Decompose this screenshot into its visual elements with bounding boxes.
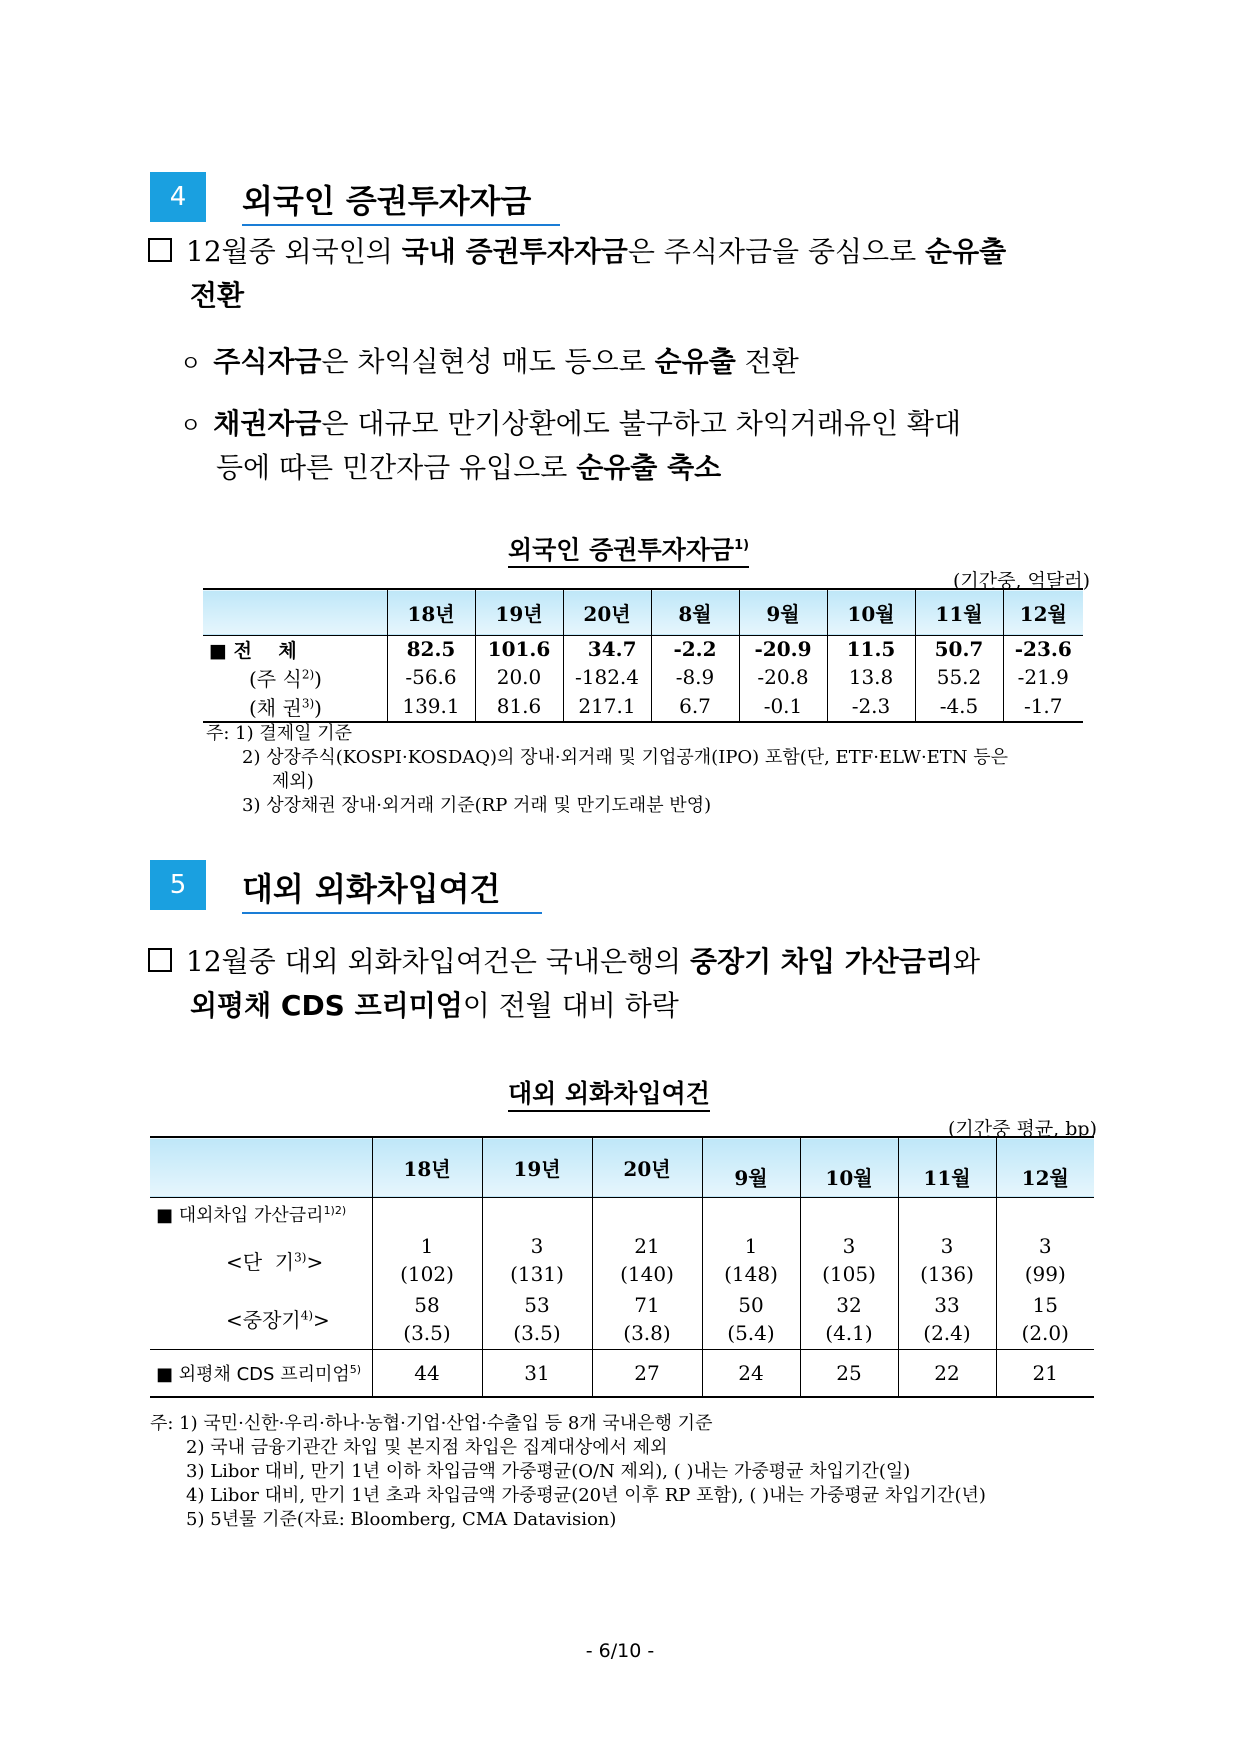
table-1 — [203, 588, 1083, 723]
section-4-bullet-2: ㅇ 채권자금은 대규모 만기상환에도 불구하고 차익거래유인 확대 — [180, 407, 962, 440]
table-1-title: 외국인 증권투자자금$^{1)}$ — [508, 530, 749, 568]
table-cell: 6.7 — [651, 692, 739, 722]
table-2 — [150, 1136, 1094, 1398]
bullet-circle-icon: ㅇ — [180, 352, 202, 377]
section-4-paragraph-cont: 전환 — [190, 279, 245, 312]
row-label: ■ 대외차입 가산금리$^{1)2)}$ — [150, 1197, 372, 1231]
note-line: 제외) — [272, 771, 314, 792]
table-1-unit: (기간중, 억달러) — [952, 570, 1090, 592]
header-cell: 20년 — [592, 1137, 702, 1197]
table-cell: 50.7 — [915, 635, 1003, 663]
table-cell: -0.1 — [739, 692, 827, 722]
row-label: (채 권$^{3)}$) — [203, 692, 387, 722]
table-2-notes — [150, 1412, 986, 1532]
row-label: <단 기$^{3)}$> — [150, 1231, 372, 1289]
table-2-header-row — [150, 1137, 1094, 1197]
table-cell: 21 — [1032, 1360, 1058, 1385]
note-line: 2) 상장주식(KOSPI·KOSDAQ)의 장내·외거래 및 기업공개(IPO) 포함(단, ETF·ELW·ETN 등은 — [242, 747, 1009, 768]
table-row — [203, 635, 1083, 663]
table-cell: 81.6 — [475, 692, 563, 722]
table-row — [150, 1231, 1094, 1289]
note-line: 3) Libor 대비, 만기 1년 이하 차입금액 가중평균(O/N 제외), ( )내는 가중평균 차입기간(일) — [186, 1461, 911, 1482]
table-cell: -4.5 — [915, 692, 1003, 722]
table-cell: 3 (105) — [800, 1231, 898, 1289]
table-cell: 13.8 — [827, 663, 915, 692]
table-cell: 27 — [592, 1349, 702, 1397]
section-4-bullet-1: ㅇ 주식자금은 차익실현성 매도 등으로 순유출 전환 — [180, 345, 799, 378]
note-line: 주: 1) 결제일 기준 — [206, 723, 353, 744]
table-cell: 44 — [372, 1349, 482, 1397]
row-label: ■ 전 체 — [203, 635, 387, 663]
table-cell: 3 (99) — [1024, 1234, 1066, 1286]
header-cell: 11월 — [898, 1137, 996, 1197]
checkbox-square-icon — [148, 948, 172, 972]
section-number-badge: 5 — [150, 860, 206, 910]
page-number: - 6/10 - — [585, 1640, 655, 1662]
table-1-header-row — [203, 589, 1083, 635]
table-cell: 55.2 — [915, 663, 1003, 692]
table-cell: -20.8 — [739, 663, 827, 692]
table-row — [150, 1197, 1094, 1231]
bullet-circle-icon: ㅇ — [180, 414, 202, 439]
table-2-unit: (기간중 평균, bp) — [947, 1118, 1097, 1140]
table-cell: -20.9 — [739, 635, 827, 663]
table-cell: 33 (2.4) — [898, 1289, 996, 1349]
table-cell: -23.6 — [1014, 637, 1072, 661]
header-cell: 8월 — [651, 589, 739, 635]
table-row — [203, 663, 1083, 692]
table-row — [150, 1289, 1094, 1349]
section-5-paragraph: 12월중 대외 외화차입여건은 국내은행의 중장기 차입 가산금리와 — [148, 940, 980, 984]
table-cell: 82.5 — [387, 635, 475, 663]
header-cell — [203, 589, 387, 635]
table-cell: -56.6 — [387, 663, 475, 692]
note-line: 주: 1) 국민·신한·우리·하나·농협·기업·산업·수출입 등 8개 국내은행 기준 — [150, 1413, 713, 1434]
table-cell: 50 (5.4) — [702, 1289, 800, 1349]
note-line: 3) 상장채권 장내·외거래 기준(RP 거래 및 만기도래분 반영) — [242, 795, 712, 816]
table-cell: 22 — [898, 1349, 996, 1397]
table-cell: 217.1 — [563, 692, 651, 722]
section-4-bullet-2-cont: 등에 따른 민간자금 유입으로 순유출 축소 — [216, 451, 722, 484]
table-cell: -1.7 — [1023, 694, 1063, 718]
table-cell: 58 (3.5) — [372, 1289, 482, 1349]
table-row — [150, 1349, 1094, 1397]
table-cell: 53 (3.5) — [482, 1289, 592, 1349]
table-cell: -21.9 — [1017, 665, 1069, 689]
section-number-badge: 4 — [150, 172, 206, 222]
table-cell: 32 (4.1) — [800, 1289, 898, 1349]
section-title: 외국인 증권투자자금 — [242, 182, 532, 220]
note-line: 4) Libor 대비, 만기 1년 초과 차입금액 가중평균(20년 이후 RP 포함), ( )내는 가중평균 차입기간(년) — [186, 1485, 986, 1506]
table-cell: 15 (2.0) — [1021, 1292, 1069, 1345]
header-cell: 18년 — [372, 1137, 482, 1197]
table-cell: -2.3 — [827, 692, 915, 722]
header-cell: 20년 — [563, 589, 651, 635]
header-cell: 10월 — [800, 1137, 898, 1197]
table-cell: 31 — [482, 1349, 592, 1397]
header-cell: 19년 — [475, 589, 563, 635]
header-cell: 12월 — [996, 1137, 1094, 1197]
table-cell: 34.7 — [563, 635, 651, 663]
section-title: 대외 외화차입여건 — [242, 870, 501, 908]
table-cell: -8.9 — [651, 663, 739, 692]
table-cell: 101.6 — [475, 635, 563, 663]
table-row — [203, 692, 1083, 722]
table-cell: 3 (131) — [482, 1231, 592, 1289]
table-cell: 24 — [702, 1349, 800, 1397]
header-cell: 9월 — [739, 589, 827, 635]
note-line: 2) 국내 금융기관간 차입 및 본지점 차입은 집계대상에서 제외 — [186, 1437, 668, 1458]
header-cell: 9월 — [702, 1137, 800, 1197]
header-cell: 11월 — [915, 589, 1003, 635]
table-cell: 139.1 — [387, 692, 475, 722]
table-2-title: 대외 외화차입여건 — [508, 1078, 710, 1112]
table-cell: 3 (136) — [898, 1231, 996, 1289]
table-cell: 11.5 — [827, 635, 915, 663]
table-cell: 21 (140) — [592, 1231, 702, 1289]
header-cell: 12월 — [1003, 589, 1083, 635]
table-cell: 1 (148) — [702, 1231, 800, 1289]
note-line: 5) 5년물 기준(자료: Bloomberg, CMA Datavision) — [186, 1509, 617, 1530]
table-cell: -2.2 — [651, 635, 739, 663]
table-cell: 25 — [800, 1349, 898, 1397]
row-label: (주 식$^{2)}$) — [203, 663, 387, 692]
header-cell — [150, 1137, 372, 1197]
section-title-underline — [242, 912, 542, 914]
checkbox-square-icon — [148, 238, 172, 262]
header-cell: 10월 — [827, 589, 915, 635]
table-1-notes — [206, 722, 1008, 818]
section-title-underline — [242, 224, 560, 226]
table-cell: 1 (102) — [372, 1231, 482, 1289]
header-cell: 18년 — [387, 589, 475, 635]
section-5-paragraph-cont: 외평채 CDS 프리미엄이 전월 대비 하락 — [190, 989, 679, 1022]
table-cell: 20.0 — [475, 663, 563, 692]
section-4-paragraph: 12월중 외국인의 국내 증권투자자금은 주식자금을 중심으로 순유출 — [148, 230, 1006, 274]
header-cell: 19년 — [482, 1137, 592, 1197]
table-cell: 71 (3.8) — [592, 1289, 702, 1349]
table-cell: -182.4 — [563, 663, 651, 692]
row-label: <중장기$^{4)}$> — [150, 1289, 372, 1349]
row-label: ■ 외평채 CDS 프리미엄$^{5)}$ — [150, 1349, 372, 1397]
